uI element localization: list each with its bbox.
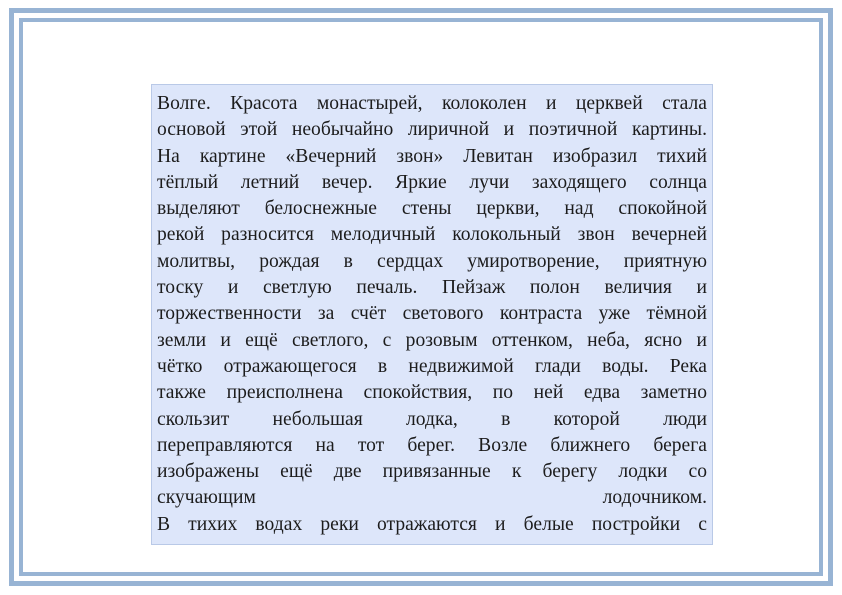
text-line: земли и ещё светлого, с розовым оттенком, неба, ясно и [157, 329, 707, 351]
text-line: выделяют белоснежные стены церкви, над спокойной [157, 198, 707, 220]
text-line: изображены ещё две привязанные к берегу лодки со [157, 461, 707, 483]
text-line: В тихих водах реки отражаются и белые постройки с [157, 513, 707, 535]
text-line: торжественности за счёт светового контраста уже тёмной [157, 303, 707, 325]
text-line: рекой разносится мелодичный колокольный звон вечерней [157, 224, 707, 246]
text-line: На картине «Вечерний звон» Левитан изобразил тихий [157, 145, 707, 167]
text-line: молитвы, рождая в сердцах умиротворение, приятную [157, 250, 707, 272]
text-line: переправляются на тот берег. Возле ближнего берега [157, 434, 707, 456]
text-line: основой этой необычайно лиричной и поэтичной картины. [157, 119, 707, 141]
text-line: также преисполнена спокойствия, по ней едва заметно [157, 382, 707, 404]
text-box [151, 84, 713, 545]
text-line: Волге. Красота монастырей, колоколен и церквей стала [157, 93, 707, 114]
text-line: скользит небольшая лодка, в которой люди [157, 408, 707, 430]
text-line: тоску и светлую печаль. Пейзаж полон величия и [157, 277, 707, 299]
text-line: скучающим лодочником. [157, 487, 707, 509]
text-line: тёплый летний вечер. Яркие лучи заходящего солнца [157, 171, 707, 193]
text-line: чётко отражающегося в недвижимой глади воды. Река [157, 355, 707, 377]
